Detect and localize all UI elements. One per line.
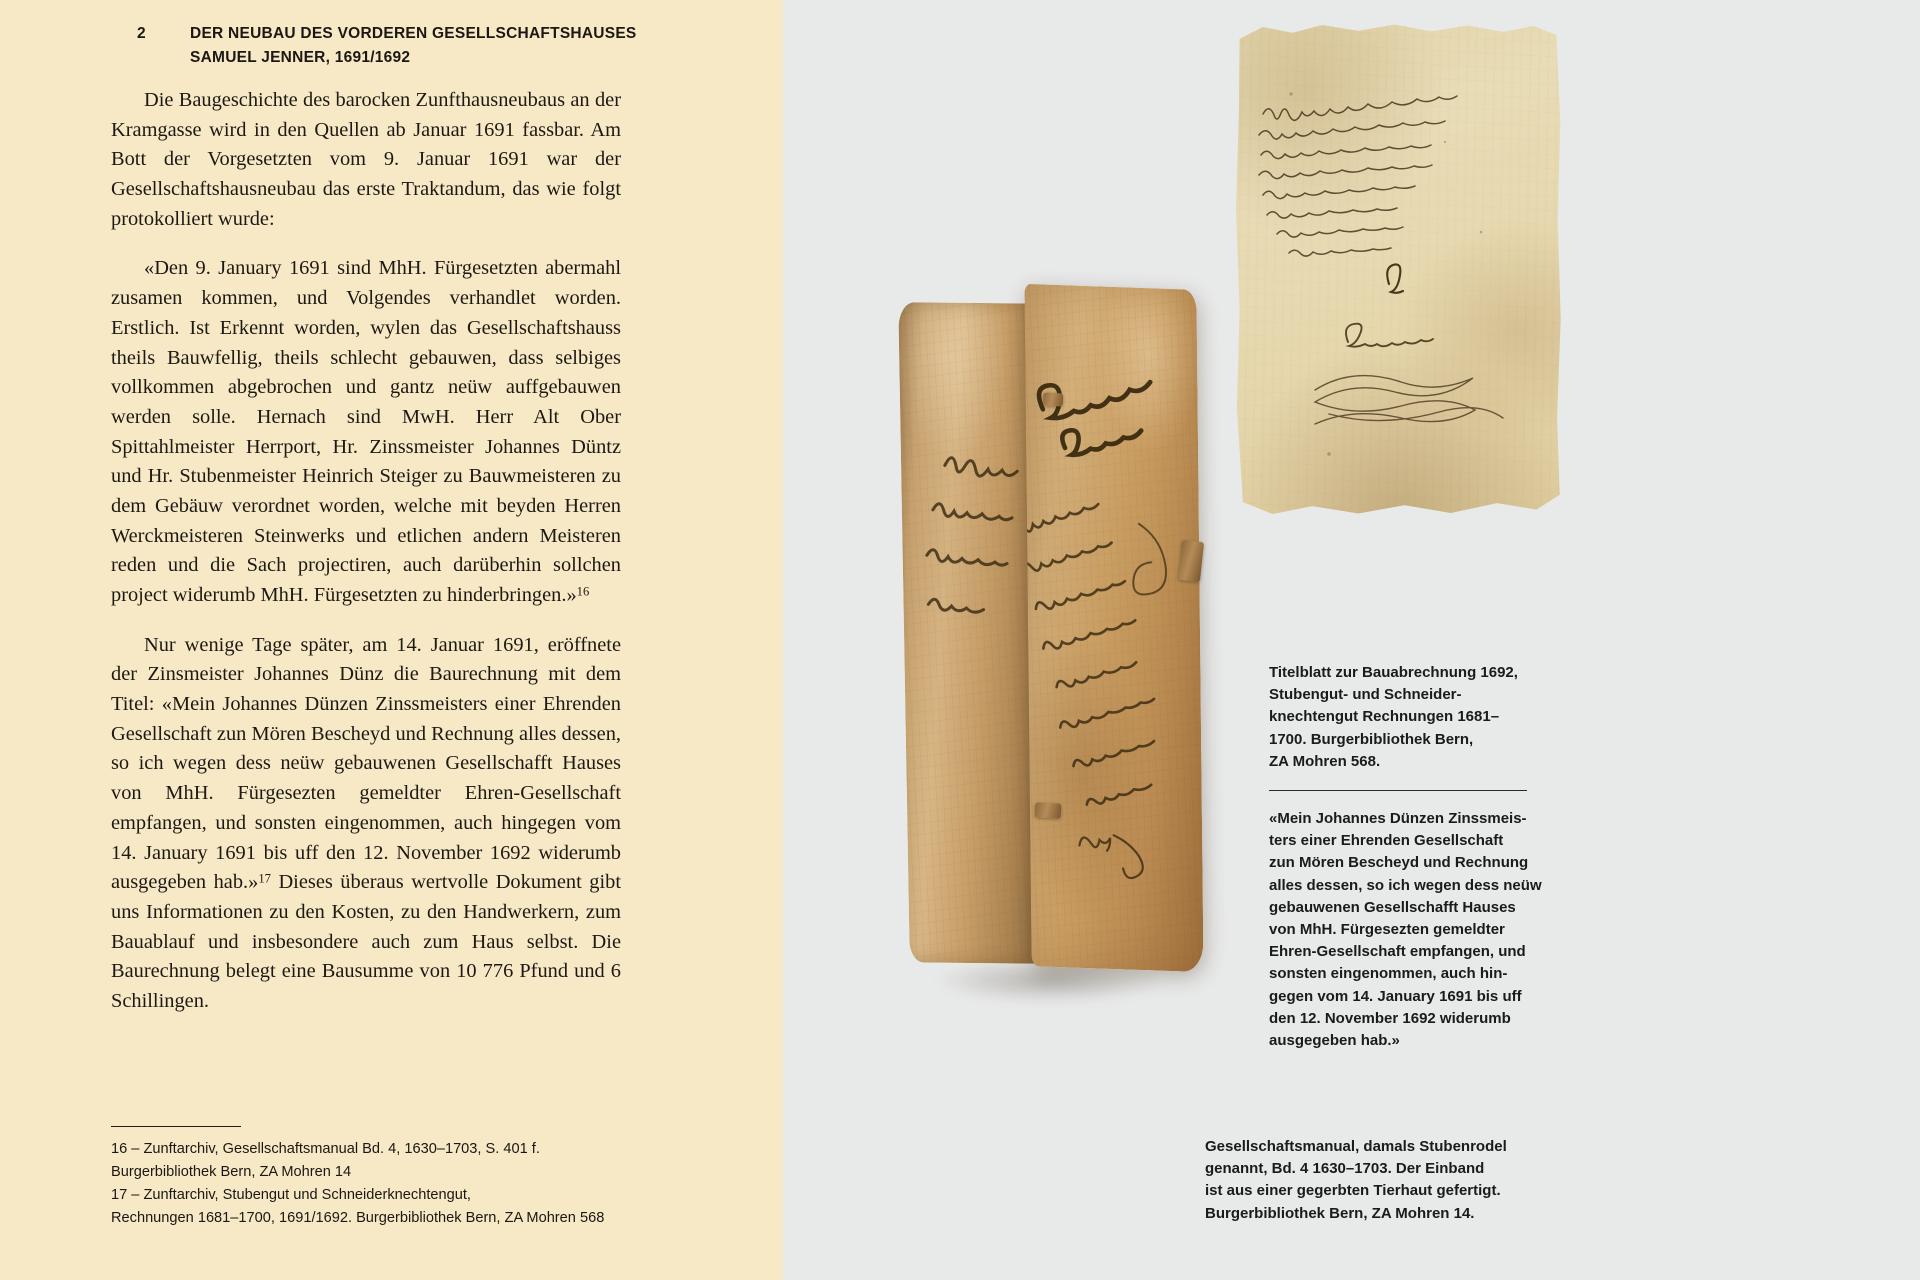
caption-line: 1700. Burgerbibliothek Bern,	[1269, 730, 1474, 748]
baurechnung-quote-text: Nur wenige Tage später, am 14. Januar 1691, eröffnete der Zinsmeister Johannes Dünz die Baurechnung mit dem Titel: «Mein Johannes Dünzen Zinssmeisters einer Ehrenden Gesellschaft zun Mören Bescheyd und Rechnung alles dessen, so ich wegen dess neüw gebauwenen Gesellschafft Hauses von MhH. Fürgesezten gemeldter Ehren-Gesellschaft empfangen, und sonsten eingenommen, auch hingegen vom 14. January 1691 bis uff den 12. November 1692 widerumb ausgegeben hab.»	[111, 633, 621, 894]
footnote-line: 16 – Zunftarchiv, Gesellschaftsmanual Bd. 4, 1630–1703, S. 401 f.	[111, 1141, 540, 1157]
footnote-line: Rechnungen 1681–1700, 1691/1692. Burgerbibliothek Bern, ZA Mohren 568	[111, 1210, 605, 1227]
manuscript-handwriting	[1233, 22, 1563, 517]
pull-quote-line: sonsten eingenommen, auch hin-	[1269, 965, 1508, 983]
caption-line: Titelblatt zur Bauabrechnung 1692,	[1269, 664, 1518, 681]
baurechnung-tail-text: Dieses überaus wertvolle Dokument gibt uns Informationen zu den Kosten, zu den Handwerkern, zum Bauablauf und insbesondere auch zum Haus selbst. Die Baurechnung belegt eine Bausumme von 10 776 Pfund und 6 Schillingen.	[111, 871, 621, 1012]
caption-line: knechtengut Rechnungen 1681–	[1269, 708, 1500, 726]
manuscript-title-page-image	[1233, 22, 1563, 517]
spine-handwriting	[898, 302, 1045, 964]
caption-line: Stubengut- und Schneider-	[1269, 686, 1462, 704]
pull-quote-line: ausgegeben hab.»	[1269, 1031, 1400, 1049]
manuscript-caption	[1269, 662, 1549, 773]
volume-clasp	[1178, 540, 1204, 582]
caption-line: ist aus einer gegerbten Tierhaut gefertigt.	[1205, 1182, 1501, 1200]
volume-caption	[1205, 1136, 1535, 1225]
footnote-line: Burgerbibliothek Bern, ZA Mohren 14	[111, 1164, 352, 1181]
pull-quote-line: «Mein Johannes Dünzen Zinssmeis-	[1269, 810, 1527, 827]
chapter-number: 2	[137, 25, 146, 42]
footnote-ref-17: 17	[258, 871, 271, 886]
footnote-line: 17 – Zunftarchiv, Stubengut und Schneiderknechtengut,	[111, 1187, 471, 1204]
pull-quote-line: zun Mören Bescheyd und Rechnung	[1269, 854, 1529, 872]
caption-line: Gesellschaftsmanual, damals Stubenrodel	[1205, 1138, 1507, 1155]
footnote-divider	[111, 1126, 241, 1127]
chapter-header	[137, 22, 647, 69]
caption-line: genannt, Bd. 4 1630–1703. Der Einband	[1205, 1160, 1485, 1178]
pull-quote-line: gebauwenen Gesellschafft Hauses	[1269, 898, 1516, 916]
body-text-column	[111, 86, 621, 1037]
paragraph-intro: Die Baugeschichte des barocken Zunfthausneubaus an der Kramgasse wird in den Quellen ab Januar 1691 fassbar. Am Bott der Vorgesetzten vom 9. Januar 1691 war der Gesellschaftshausneubau das erste Traktandum, das wie folgt protokolliert wurde:	[111, 89, 621, 230]
footnote-ref-16: 16	[576, 584, 590, 599]
volume-front-cover	[1024, 284, 1203, 972]
pull-quote-line: den 12. November 1692 widerumb	[1269, 1009, 1511, 1027]
paragraph-quote-1691	[111, 254, 621, 610]
chapter-title-line-2: SAMUEL JENNER, 1691/1692	[190, 48, 411, 66]
bound-volume-image	[880, 255, 1210, 1015]
volume-clasp	[1035, 802, 1062, 818]
pull-quote-line: von MhH. Fürgesezten gemeldter	[1269, 920, 1505, 938]
chapter-title	[190, 22, 647, 69]
caption-line: ZA Mohren 568.	[1269, 752, 1381, 770]
pull-quote-line: ters einer Ehrenden Gesellschaft	[1269, 832, 1504, 850]
cover-handwriting	[1024, 284, 1203, 972]
left-page	[0, 0, 783, 1280]
volume-clasp	[1043, 392, 1064, 406]
volume-spine	[898, 302, 1045, 964]
footnotes	[111, 1126, 651, 1230]
quote-1691-text: «Den 9. January 1691 sind MhH. Fürgesetzten abermahl zusamen kommen, und Volgendes verhandlet worden. Erstlich. Ist Erkennt worden, wylen das Gesellschaftshauss theils Bauwfellig, theils schlecht gebauwen, dass selbiges vollkommen abgebrochen und gantz neüw auffgebauwen werden solle. Hernach sind MwH. Herr Alt Ober Spittahlmeister Herrport, Hr. Zinssmeister Johannes Düntz und Hr. Stubenmeister Heinrich Steiger zu Bauwmeisteren zu dem Gebäuw verordnet worden, welche mit beyden Herren Werckmeisteren Steinwerks und etlichen andern Meisteren reden und die Sach projectiren, auch darüberhin sollchen project widerumb MhH. Fürgesetzten zu hinderbringen.»	[111, 257, 621, 606]
pull-quote-line: gegen vom 14. January 1691 bis uff	[1269, 987, 1522, 1005]
chapter-title-line-1: DER NEUBAU DES VORDEREN GESELLSCHAFTSHAUSES	[190, 25, 637, 42]
pull-quote-divider	[1269, 790, 1527, 791]
paragraph-baurechnung	[111, 631, 621, 1017]
pull-quote	[1269, 790, 1542, 1052]
pull-quote-line: alles dessen, so ich wegen dess neüw	[1269, 876, 1542, 894]
caption-line: Burgerbibliothek Bern, ZA Mohren 14.	[1205, 1204, 1475, 1222]
pull-quote-line: Ehren-Gesellschaft empfangen, und	[1269, 943, 1526, 961]
